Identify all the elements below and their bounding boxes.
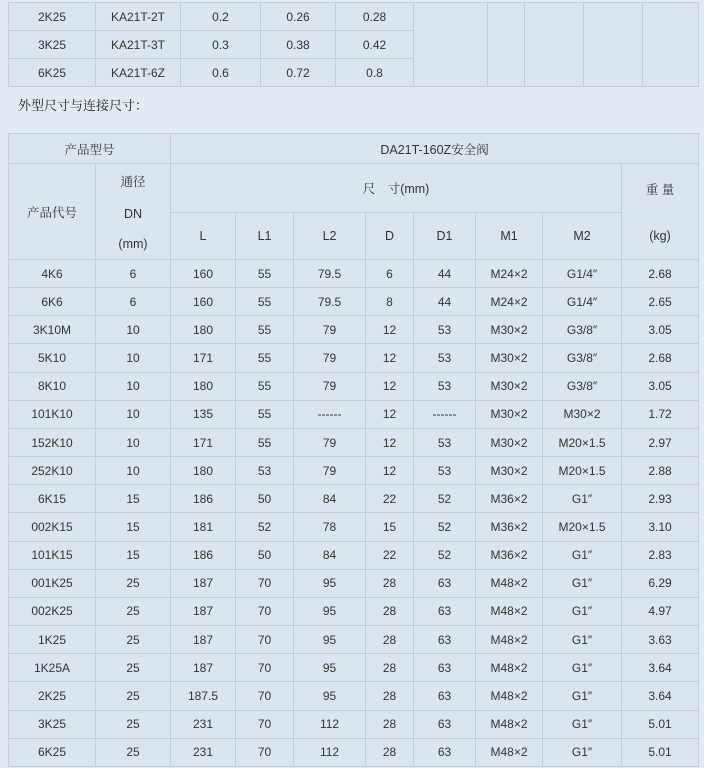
table-cell: 0.42 — [336, 31, 414, 59]
table-cell: M30×2 — [476, 428, 543, 456]
table-cell: 0.3 — [181, 31, 261, 59]
empty-cell — [414, 3, 488, 87]
table-row — [9, 372, 699, 400]
table-row — [9, 626, 699, 654]
table-cell: 70 — [236, 738, 294, 766]
table-cell: 3.64 — [622, 682, 699, 710]
table-cell: M30×2 — [476, 457, 543, 485]
table-cell: 8K10 — [9, 372, 96, 400]
table-cell: 186 — [171, 485, 236, 513]
table-cell: 180 — [171, 316, 236, 344]
table-cell: 187.5 — [171, 682, 236, 710]
table-row — [9, 400, 699, 428]
table-row — [9, 682, 699, 710]
table-cell: 6 — [96, 288, 171, 316]
table-cell: 231 — [171, 738, 236, 766]
table-row — [9, 710, 699, 738]
table-cell: M36×2 — [476, 541, 543, 569]
table-cell: 53 — [414, 457, 476, 485]
table-cell: 3K25 — [9, 710, 96, 738]
table-cell: 25 — [96, 738, 171, 766]
table-cell: 63 — [414, 569, 476, 597]
table-cell: KA21T-6Z — [96, 59, 181, 87]
table-cell: 101K15 — [9, 541, 96, 569]
table-row — [9, 344, 699, 372]
weight-header-lines — [622, 164, 698, 259]
table-cell: 22 — [366, 541, 414, 569]
table-cell: 52 — [414, 541, 476, 569]
table-cell: 3.05 — [622, 316, 699, 344]
table-cell: 28 — [366, 654, 414, 682]
table-cell: 44 — [414, 260, 476, 288]
table-cell: ------ — [414, 400, 476, 428]
table-cell: 95 — [294, 569, 366, 597]
table-cell: 70 — [236, 654, 294, 682]
table-cell: 112 — [294, 738, 366, 766]
table-cell: 135 — [171, 400, 236, 428]
table-cell: 5.01 — [622, 738, 699, 766]
table-cell: 22 — [366, 485, 414, 513]
table-cell: M30×2 — [476, 344, 543, 372]
table-cell: 12 — [366, 400, 414, 428]
table-cell: 3.05 — [622, 372, 699, 400]
table-cell: 187 — [171, 626, 236, 654]
table-row — [9, 541, 699, 569]
col-header-D: D — [366, 212, 414, 260]
table-cell: 160 — [171, 288, 236, 316]
table-cell: 2.93 — [622, 485, 699, 513]
table-cell: 3.64 — [622, 654, 699, 682]
table-cell: M48×2 — [476, 710, 543, 738]
table-cell: 160 — [171, 260, 236, 288]
table-cell: G1″ — [543, 654, 622, 682]
table-cell: M48×2 — [476, 654, 543, 682]
table-cell: 63 — [414, 710, 476, 738]
table-cell: 0.28 — [336, 3, 414, 31]
table-cell: 70 — [236, 710, 294, 738]
col-header-L1: L1 — [236, 212, 294, 260]
header-row-groups — [9, 164, 699, 213]
table-cell: 15 — [366, 513, 414, 541]
table-cell: 6 — [366, 260, 414, 288]
col-header-M1: M1 — [476, 212, 543, 260]
table-cell: 28 — [366, 626, 414, 654]
table-cell: 70 — [236, 626, 294, 654]
table-cell: 53 — [414, 316, 476, 344]
table-cell: 25 — [96, 626, 171, 654]
table-cell: 6.29 — [622, 569, 699, 597]
table-cell: 44 — [414, 288, 476, 316]
table-cell: 25 — [96, 682, 171, 710]
table-cell: 181 — [171, 513, 236, 541]
empty-cell — [584, 3, 643, 87]
table-cell: G1″ — [543, 541, 622, 569]
table-cell: M48×2 — [476, 569, 543, 597]
model-value: DA21T-160Z安全阀 — [171, 134, 699, 164]
table-cell: 2.83 — [622, 541, 699, 569]
table-cell: 6 — [96, 260, 171, 288]
table-cell: 53 — [236, 457, 294, 485]
table-cell: 0.2 — [181, 3, 261, 31]
diameter-header-lines — [96, 164, 170, 259]
table-cell: 10 — [96, 400, 171, 428]
table-cell: 28 — [366, 738, 414, 766]
product-code-header: 产品代号 — [9, 164, 96, 260]
diameter-header — [96, 164, 171, 260]
table-cell: 79 — [294, 316, 366, 344]
table-cell: 15 — [96, 513, 171, 541]
header-row-model — [9, 134, 699, 164]
table-cell: M30×2 — [476, 400, 543, 428]
table-cell: 12 — [366, 372, 414, 400]
table-cell: 79 — [294, 372, 366, 400]
table-row — [9, 428, 699, 456]
table-cell: 3.63 — [622, 626, 699, 654]
table-cell: 70 — [236, 569, 294, 597]
table-cell: 6K15 — [9, 485, 96, 513]
table-cell: 10 — [96, 316, 171, 344]
table-cell: M30×2 — [476, 316, 543, 344]
table-cell: 95 — [294, 682, 366, 710]
table-cell: 79 — [294, 344, 366, 372]
table-cell: 171 — [171, 428, 236, 456]
section-heading: 外型尺寸与连接尺寸： — [18, 98, 149, 113]
table-cell: 152K10 — [9, 428, 96, 456]
table-cell: M36×2 — [476, 485, 543, 513]
table-cell: M24×2 — [476, 260, 543, 288]
diameter-line-3: (mm) — [118, 237, 148, 251]
table-cell: 12 — [366, 457, 414, 485]
table-cell: KA21T-3T — [96, 31, 181, 59]
table-cell: 50 — [236, 541, 294, 569]
table-cell: 15 — [96, 541, 171, 569]
table-cell: M20×1.5 — [543, 457, 622, 485]
table-cell: ------ — [294, 400, 366, 428]
table-cell: M48×2 — [476, 597, 543, 625]
table-cell: 0.38 — [261, 31, 336, 59]
table-cell: 187 — [171, 569, 236, 597]
table-cell: M36×2 — [476, 513, 543, 541]
table-cell: 79 — [294, 428, 366, 456]
table-cell: 6K25 — [9, 738, 96, 766]
table-cell: 231 — [171, 710, 236, 738]
table-row — [9, 260, 699, 288]
weight-unit: (kg) — [649, 229, 671, 243]
weight-label: 重 量 — [645, 183, 675, 197]
table-cell: 002K15 — [9, 513, 96, 541]
table-cell: 0.72 — [261, 59, 336, 87]
table-cell: G1″ — [543, 597, 622, 625]
table-cell: 0.6 — [181, 59, 261, 87]
table-cell: 53 — [414, 428, 476, 456]
table-cell: 63 — [414, 654, 476, 682]
table-cell: 2.68 — [622, 260, 699, 288]
table-cell: 79 — [294, 457, 366, 485]
product-model-label: 产品型号 — [9, 134, 171, 164]
table-row — [9, 485, 699, 513]
table-row — [9, 654, 699, 682]
table-cell: 25 — [96, 654, 171, 682]
table-cell: 0.26 — [261, 3, 336, 31]
table-cell: G1/4″ — [543, 288, 622, 316]
table-cell: 4.97 — [622, 597, 699, 625]
dimensions-table — [8, 133, 699, 767]
table-cell: 171 — [171, 344, 236, 372]
table-cell: M30×2 — [476, 372, 543, 400]
table-cell: 70 — [236, 597, 294, 625]
table-cell: 12 — [366, 316, 414, 344]
table-cell: 28 — [366, 710, 414, 738]
table-cell: 95 — [294, 654, 366, 682]
diameter-line-2: DN — [123, 206, 143, 221]
table-cell: 25 — [96, 597, 171, 625]
table-cell: 180 — [171, 372, 236, 400]
table-cell: 12 — [366, 344, 414, 372]
table-cell: 2.88 — [622, 457, 699, 485]
table-cell: 52 — [414, 485, 476, 513]
table-cell: 0.8 — [336, 59, 414, 87]
table-cell: 95 — [294, 626, 366, 654]
table-cell: 25 — [96, 710, 171, 738]
table-cell: 55 — [236, 288, 294, 316]
table-cell: G3/8″ — [543, 372, 622, 400]
table-cell: 187 — [171, 654, 236, 682]
table-row — [9, 288, 699, 316]
table-cell: 95 — [294, 597, 366, 625]
table-cell: 55 — [236, 400, 294, 428]
table-cell: 55 — [236, 260, 294, 288]
table-cell: 53 — [414, 344, 476, 372]
table-cell: 001K25 — [9, 569, 96, 597]
table-cell: M30×2 — [543, 400, 622, 428]
table-row — [9, 597, 699, 625]
table-cell: 28 — [366, 597, 414, 625]
table-cell: 10 — [96, 457, 171, 485]
table-cell: 252K10 — [9, 457, 96, 485]
table-cell: M48×2 — [476, 682, 543, 710]
table-cell: 52 — [236, 513, 294, 541]
table-cell: 6K25 — [9, 59, 96, 87]
table-cell: 8 — [366, 288, 414, 316]
table-cell: 1K25A — [9, 654, 96, 682]
table-cell: 6K6 — [9, 288, 96, 316]
table-cell: 10 — [96, 372, 171, 400]
table-cell: G1″ — [543, 738, 622, 766]
table-cell: 3.10 — [622, 513, 699, 541]
table-cell: 1K25 — [9, 626, 96, 654]
table-cell: 180 — [171, 457, 236, 485]
weight-header — [622, 164, 699, 260]
col-header-M2: M2 — [543, 212, 622, 260]
table-cell: M20×1.5 — [543, 428, 622, 456]
col-header-L2: L2 — [294, 212, 366, 260]
table-cell: 63 — [414, 738, 476, 766]
empty-cell — [643, 3, 699, 87]
table-cell: 1.72 — [622, 400, 699, 428]
table-cell: 3K25 — [9, 31, 96, 59]
col-header-D1: D1 — [414, 212, 476, 260]
table-cell: 2K25 — [9, 3, 96, 31]
diameter-line-1: 通径 — [120, 175, 146, 189]
table-row — [9, 3, 699, 31]
table-cell: G1″ — [543, 485, 622, 513]
table-cell: 70 — [236, 682, 294, 710]
table-cell: M48×2 — [476, 626, 543, 654]
table-cell: 2.97 — [622, 428, 699, 456]
table-cell: 50 — [236, 485, 294, 513]
table-cell: 2.68 — [622, 344, 699, 372]
table-cell: 4K6 — [9, 260, 96, 288]
table-cell: 002K25 — [9, 597, 96, 625]
table-cell: M24×2 — [476, 288, 543, 316]
col-header-L: L — [171, 212, 236, 260]
table-row — [9, 569, 699, 597]
table-cell: 55 — [236, 372, 294, 400]
table-cell: 15 — [96, 485, 171, 513]
table-cell: 5.01 — [622, 710, 699, 738]
table-cell: 25 — [96, 569, 171, 597]
table-cell: 5K10 — [9, 344, 96, 372]
empty-cell — [488, 3, 525, 87]
table-cell: 55 — [236, 428, 294, 456]
table-cell: M48×2 — [476, 738, 543, 766]
table-cell: 28 — [366, 682, 414, 710]
table-cell: 187 — [171, 597, 236, 625]
table-cell: 63 — [414, 682, 476, 710]
table-cell: 84 — [294, 485, 366, 513]
table-cell: KA21T-2T — [96, 3, 181, 31]
table-cell: 186 — [171, 541, 236, 569]
table-row — [9, 513, 699, 541]
table-row — [9, 316, 699, 344]
table-cell: 55 — [236, 316, 294, 344]
table-cell: G1/4″ — [543, 260, 622, 288]
table-cell: 112 — [294, 710, 366, 738]
table-cell: G3/8″ — [543, 316, 622, 344]
table-cell: 55 — [236, 344, 294, 372]
table-cell: G1″ — [543, 569, 622, 597]
table-cell: 2K25 — [9, 682, 96, 710]
table-cell: 78 — [294, 513, 366, 541]
table-cell: 52 — [414, 513, 476, 541]
table-cell: 10 — [96, 344, 171, 372]
table-cell: G1″ — [543, 710, 622, 738]
table-cell: 10 — [96, 428, 171, 456]
empty-cell — [525, 3, 584, 87]
table-cell: 79.5 — [294, 260, 366, 288]
table-cell: 53 — [414, 372, 476, 400]
table-cell: G1″ — [543, 626, 622, 654]
dimensions-group-header: 尺 寸(mm) — [171, 164, 622, 213]
table-cell: 2.65 — [622, 288, 699, 316]
table-row — [9, 738, 699, 766]
table-cell: 63 — [414, 626, 476, 654]
pressure-table — [8, 2, 699, 87]
table-cell: 12 — [366, 428, 414, 456]
table-row — [9, 457, 699, 485]
table-cell: M20×1.5 — [543, 513, 622, 541]
table-cell: G3/8″ — [543, 344, 622, 372]
table-cell: 63 — [414, 597, 476, 625]
table-cell: 28 — [366, 569, 414, 597]
table-cell: 101K10 — [9, 400, 96, 428]
table-cell: 3K10M — [9, 316, 96, 344]
table-cell: 84 — [294, 541, 366, 569]
table-cell: G1″ — [543, 682, 622, 710]
table-cell: 79.5 — [294, 288, 366, 316]
